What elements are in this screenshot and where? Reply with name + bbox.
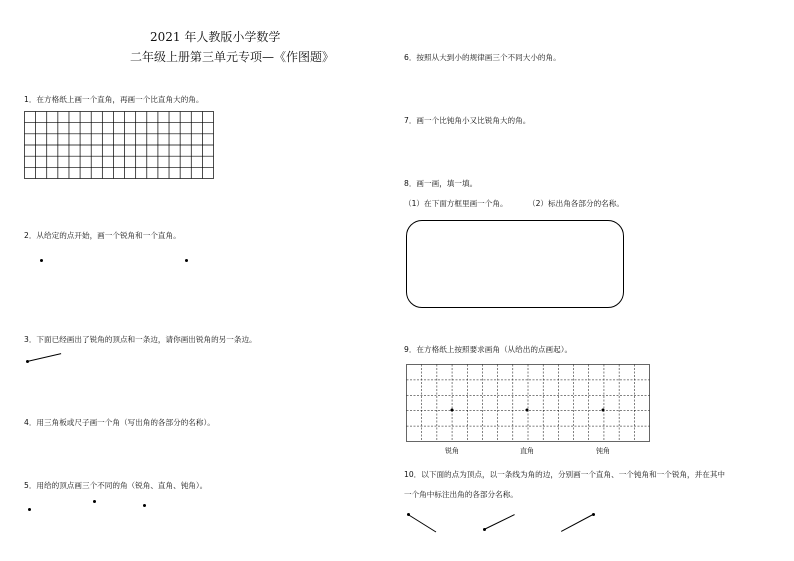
angle-side-line	[408, 514, 437, 532]
question-8-sub-2: （2）标出角各部分的名称。	[528, 199, 624, 208]
angle-side-line	[484, 514, 515, 530]
question-10-line-2: 一个角中标注出角的各部分名称。	[404, 490, 518, 499]
question-1: 1．在方格纸上画一个直角，再画一个比直角大的角。	[24, 95, 204, 104]
question-9: 9．在方格纸上按照要求画角（从给出的点画起）。	[404, 345, 573, 354]
question-7: 7．画一个比钝角小又比锐角大的角。	[404, 116, 531, 125]
question-4: 4．用三角板或尺子画一个角（写出角的各部分的名称）。	[24, 418, 215, 427]
grid-paper-q9	[406, 364, 650, 442]
question-10-line-1: 10．以下面的点为顶点，以一条线为角的边，分别画一个直角、一个钝角和一个锐角，并在其中	[404, 470, 726, 479]
start-dot	[526, 409, 529, 412]
point-dot	[40, 259, 43, 262]
label-right: 直角	[520, 447, 534, 455]
question-2: 2．从给定的点开始，画一个锐角和一个直角。	[24, 231, 181, 240]
label-obtuse: 钝角	[596, 447, 610, 455]
title-line-1: 2021 年人教版小学数学	[150, 30, 281, 44]
question-8-sub-1: （1）在下面方框里画一个角。	[404, 199, 508, 208]
vertex-dot	[93, 500, 96, 503]
question-8: 8．画一画，填一填。	[404, 179, 478, 188]
title-line-2: 二年级上册第三单元专项—《作图题》	[130, 50, 335, 64]
start-dot	[451, 409, 454, 412]
angle-side-line	[561, 514, 593, 532]
question-3: 3．下面已经画出了锐角的顶点和一条边，请你画出锐角的另一条边。	[24, 335, 257, 344]
vertex-dot	[28, 508, 31, 511]
label-acute: 锐角	[445, 447, 459, 455]
angle-side-line	[27, 353, 61, 362]
point-dot	[185, 259, 188, 262]
grid-paper-q1	[24, 111, 214, 179]
question-6: 6．按照从大到小的规律画三个不同大小的角。	[404, 53, 561, 62]
start-dot	[602, 409, 605, 412]
drawing-box	[406, 220, 624, 308]
question-5: 5．用给的顶点画三个不同的角（锐角、直角、钝角）。	[24, 481, 208, 490]
vertex-dot	[143, 504, 146, 507]
